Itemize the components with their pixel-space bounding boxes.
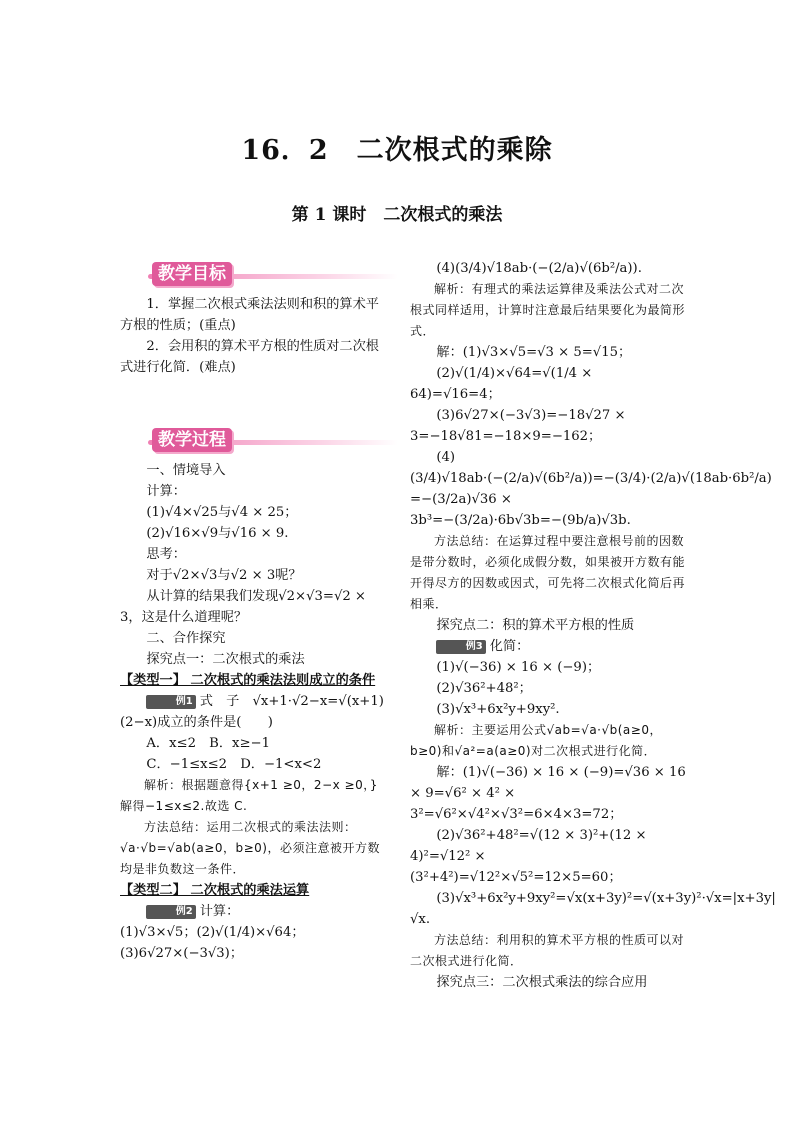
method-summary: 方法总结：利用积的算术平方根的性质可以对二次根式进行化简．: [410, 933, 685, 968]
left-column: [120, 262, 388, 964]
text-line: 一、情境导入: [146, 463, 226, 478]
text-line: (1)√4×√25与√4 × 25；: [146, 505, 298, 520]
banner-label: 教学过程: [152, 428, 232, 452]
text-line: 思考：: [146, 547, 186, 562]
text-line: 对于√2×√3与√2 × 3呢？: [146, 568, 302, 583]
text-line: 二、合作探究: [146, 631, 226, 646]
goal-item: 2．会用积的算术平方根的性质对二次根式进行化简．(难点): [120, 339, 379, 375]
analysis: 解析：有理式的乘法运算律及乘法公式对二次根式同样适用，计算时注意最后结果要化为最简形式．: [410, 282, 686, 338]
example-1: [120, 691, 388, 733]
text-line: (2)√16×√9与√16 × 9.: [146, 526, 289, 541]
example-3: [410, 636, 686, 657]
text-line: 化简：: [489, 639, 530, 654]
banner-label: 教学目标: [152, 262, 232, 286]
text-line: (4)(3/4)√18ab·(−(2/a)√(6b²/a)).: [436, 261, 642, 276]
text-line: 计算：: [199, 904, 240, 919]
solution-line: =−(3/2a)√36 × 3b³=−(3/2a)·6b√3b=−(9b/a)√3b.: [410, 492, 631, 528]
solution-line: (3)6√27×(−3√3)=−18√27 × 3=−18√81=−18×9=−162；: [410, 408, 626, 444]
example-tag: 例1: [146, 695, 195, 709]
example-tag: 例3: [436, 640, 485, 654]
type-heading: 【类型二】 二次根式的乘法运算: [120, 883, 310, 898]
banner-teaching-process: [120, 428, 388, 456]
method-summary: 方法总结：运用二次根式的乘法法则：√a·√b=√ab(a≥0，b≥0)，必须注意被开方数均是非负数这一条件．: [120, 820, 380, 876]
solution-line: (2)√(1/4)×√64=√(1/4 × 64)=√16=4；: [410, 366, 593, 402]
example-2: [120, 901, 388, 922]
goal-item: 1．掌握二次根式乘法法则和积的算术平方根的性质；(重点): [120, 297, 379, 333]
section-heading: 探究点二：积的算术平方根的性质: [436, 618, 635, 633]
method-summary: 方法总结：在运算过程中要注意根号前的因数是带分数时，必须化成假分数，如果被开方数有能开得尽方的因数或因式，可先将二次根式化简后再相乘．: [410, 534, 686, 611]
text-line: (1)√3×√5；(2)√(1/4)×√64；: [120, 925, 305, 940]
banner-teaching-goals: [120, 262, 388, 290]
solution-line: 解：(1)√3×√5=√3 × 5=√15；: [436, 345, 632, 360]
text-line: (1)√(−36) × 16 × (−9)；: [436, 660, 601, 675]
text-line: 探究点一：二次根式的乘法: [146, 652, 305, 667]
right-column: [410, 258, 776, 993]
lesson-subtitle: 第 1 课时 二次根式的乘法: [291, 205, 503, 225]
text-line: (2)√36²+48²；: [436, 681, 532, 696]
choice-line: A．x≤2 B．x≥−1: [146, 736, 270, 751]
type-heading: 【类型一】 二次根式的乘法法则成立的条件: [120, 673, 376, 688]
text-line: (3)√x³+6x²y+9xy².: [436, 702, 560, 717]
analysis: 解析：根据题意得{x+1 ≥0，2−x ≥0，}解得−1≤x≤2.故选 C.: [120, 778, 378, 813]
analysis: 解析：主要运用公式√ab=√a·√b(a≥0，b≥0)和√a²=a(a≥0)对二次根式进行化简．: [410, 723, 662, 758]
example-tag: 例2: [146, 905, 195, 919]
solution-line: 解：(1)√(−36) × 16 × (−9)=√36 × 16 × 9=√6² × 4² × 3²=√6²×√4²×√3²=6×4×3=72；: [410, 765, 686, 822]
solution-line: (4)(3/4)√18ab·(−(2/a)√(6b²/a))=−(3/4)·(2/a)√(18ab·6b²/a): [410, 450, 772, 486]
text-line: 计算：: [146, 484, 186, 499]
section-heading: 探究点三：二次根式乘法的综合应用: [436, 975, 648, 990]
solution-line: (3)√x³+6x²y+9xy²=√x(x+3y)²=√(x+3y)²·√x=|x+3y|√x.: [410, 891, 776, 927]
choice-line: C．−1≤x≤2 D．−1<x<2: [146, 757, 322, 772]
text-line: 从计算的结果我们发现√2×√3=√2 × 3，这是什么道理呢？: [120, 589, 366, 625]
text-line: (3)6√27×(−3√3)；: [120, 946, 244, 961]
page-title: 16．2 二次根式的乘除: [241, 135, 553, 166]
text-line: 式 子 √x+1·√2−x=√(x+1)(2−x)成立的条件是( ): [120, 694, 384, 730]
solution-line: (2)√36²+48²=√(12 × 3)²+(12 × 4)²=√12² × (3²+4²)=√12²×√5²=12×5=60；: [410, 828, 647, 885]
